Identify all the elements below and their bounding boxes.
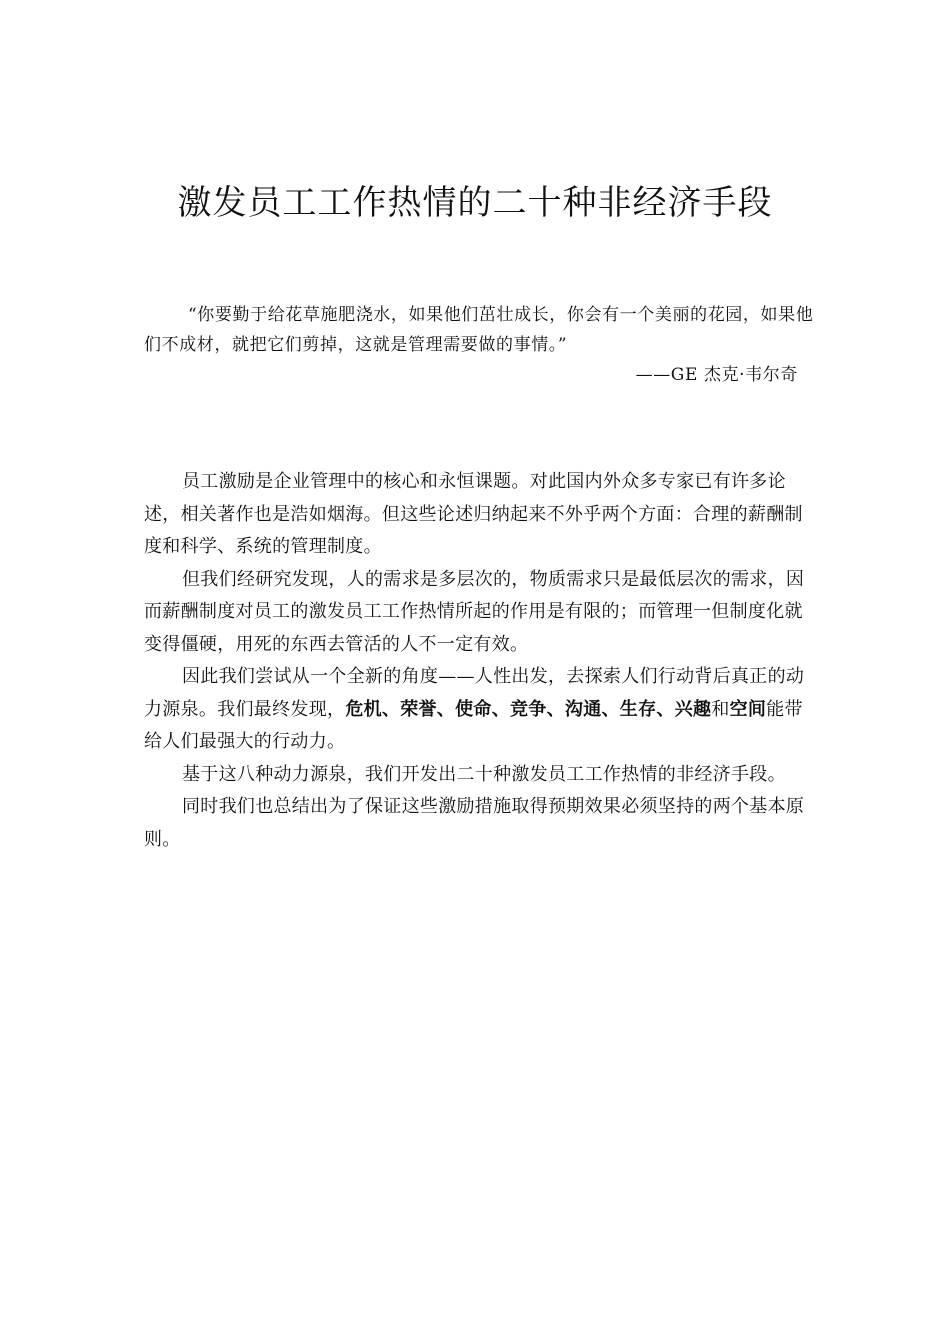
paragraph-3 — [144, 661, 809, 759]
body-text — [144, 466, 809, 856]
paragraph-4: 基于这八种动力源泉，我们开发出二十种激发员工工作热情的非经济手段。 — [182, 763, 786, 785]
paragraph-3-joiner: 和 — [711, 698, 730, 720]
paragraph-2: 但我们经研究发现，人的需求是多层次的，物质需求只是最低层次的需求，因而薪酬制度对员工的激发员工工作热情所起的作用是有限的；而管理一但制度化就变得僵硬，用死的东西去管活的人不一定有效。 — [144, 568, 805, 655]
document-title: 激发员工工作热情的二十种非经济手段 — [177, 183, 773, 223]
paragraph-3-intro: 因此我们尝试从一个全新的角度——人性出发，去探索人们行动背后真正的动力源泉。我们最终发现， — [144, 666, 805, 720]
paragraph-5: 同时我们也总结出为了保证这些激励措施取得预期效果必须坚持的两个基本原则。 — [144, 796, 805, 850]
motivation-keywords: 危机、荣誉、使命、竞争、沟通、生存、兴趣 — [345, 698, 712, 720]
paragraph-1: 员工激励是企业管理中的核心和永恒课题。对此国内外众多专家已有许多论述，相关著作也是浩如烟海。但这些论述归纳起来不外乎两个方面：合理的薪酬制度和科学、系统的管理制度。 — [144, 471, 803, 557]
paragraph-3-outro: 能带给人们最强大的行动力。 — [144, 698, 803, 752]
epigraph-quote — [144, 300, 814, 390]
motivation-keyword-last: 空间 — [729, 698, 767, 720]
quote-text: “你要勤于给花草施肥浇水，如果他们茁壮成长，你会有一个美丽的花园，如果他们不成材，就把它们剪掉，这就是管理需要做的事情。” — [144, 305, 814, 355]
quote-author: ——GE 杰克·韦尔奇 — [635, 365, 798, 385]
